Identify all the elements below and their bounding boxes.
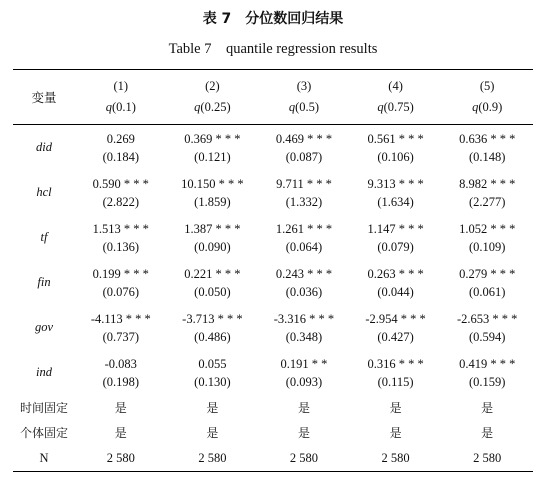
standard-error: (1.332) (285, 194, 323, 209)
table-cell (167, 215, 259, 260)
observations-row (13, 445, 533, 472)
fixed-effect-value: 是 (206, 426, 219, 440)
standard-error: (0.198) (102, 374, 140, 389)
table-cell (441, 215, 533, 260)
variable-label: fin (37, 275, 51, 289)
coefficient: 9.711 * * * (276, 176, 332, 191)
standard-error: (0.159) (468, 374, 506, 389)
coefficient: 0.369 * * * (184, 131, 241, 146)
standard-error: (0.106) (377, 149, 414, 164)
model-number: (3) (296, 79, 312, 93)
standard-error: (0.594) (468, 329, 506, 344)
table-cell (258, 260, 350, 305)
table-cell (258, 125, 350, 171)
standard-error: (0.061) (468, 284, 506, 299)
table-cell (441, 260, 533, 305)
standard-error: (0.044) (377, 284, 414, 299)
standard-error: (0.115) (377, 374, 414, 389)
model-number: (4) (388, 79, 403, 93)
table-cell (441, 305, 533, 350)
fixed-effect-row (13, 395, 533, 420)
standard-error: (0.064) (285, 239, 323, 254)
coefficient: 0.469 * * * (275, 131, 333, 146)
table-cell (441, 170, 533, 215)
coefficient: 0.316 * * * (367, 356, 424, 371)
standard-error: (0.184) (102, 149, 140, 164)
quantile-label: q(0.1) (105, 100, 136, 114)
table-cell (258, 350, 350, 395)
fixed-effect-label: 时间固定 (19, 401, 68, 415)
coefficient: 9.313 * * * (367, 176, 424, 191)
observations-value: 2 580 (473, 450, 502, 465)
observations-value: 2 580 (106, 450, 135, 465)
table-cell (258, 215, 350, 260)
coefficient: 0.221 * * * (184, 266, 241, 281)
fixed-effect-row (13, 420, 533, 445)
standard-error: (2.277) (468, 194, 506, 209)
coefficient: 0.590 * * * (92, 176, 149, 191)
fixed-effect-label: 个体固定 (19, 426, 68, 440)
table-cell (258, 305, 350, 350)
standard-error: (0.036) (285, 284, 323, 299)
table-title-en: Table 7 quantile regression results (168, 41, 378, 57)
fixed-effect-value: 是 (297, 426, 310, 440)
table-cell (75, 260, 167, 305)
fixed-effect-value: 是 (114, 401, 127, 415)
fixed-effect-value: 是 (389, 401, 402, 415)
standard-error: (0.121) (194, 149, 231, 164)
quantile-label: q(0.9) (472, 100, 503, 114)
table-cell (167, 305, 259, 350)
observations-value: 2 580 (289, 450, 319, 465)
header-row (13, 70, 533, 125)
table-cell (167, 125, 259, 171)
coefficient: -3.713 * * * (182, 311, 243, 326)
model-number: (5) (479, 79, 495, 93)
model-header (441, 70, 533, 125)
coefficient: 0.263 * * * (367, 266, 424, 281)
standard-error: (0.109) (468, 239, 506, 254)
fixed-effect-value: 是 (114, 426, 127, 440)
standard-error: (1.859) (194, 194, 231, 209)
model-header (75, 70, 167, 125)
standard-error: (0.050) (194, 284, 231, 299)
table-row (13, 125, 533, 171)
table-cell (167, 170, 259, 215)
standard-error: (0.148) (468, 149, 506, 164)
table-cell (441, 125, 533, 171)
coefficient: 1.052 * * * (459, 221, 516, 236)
model-number: (2) (205, 79, 220, 93)
table-cell (350, 215, 442, 260)
table-cell (258, 170, 350, 215)
fixed-effect-value: 是 (481, 401, 494, 415)
standard-error: (0.090) (194, 239, 231, 254)
table-row (13, 305, 533, 350)
table-cell (167, 350, 259, 395)
coefficient: 8.982 * * * (459, 176, 516, 191)
coefficient: 0.561 * * * (367, 131, 424, 146)
table-cell (75, 125, 167, 171)
observations-value: 2 580 (198, 450, 227, 465)
variable-label: gov (34, 320, 54, 334)
standard-error: (2.822) (102, 194, 140, 209)
coefficient: 0.199 * * * (92, 266, 149, 281)
variable-header: 变量 (13, 70, 75, 125)
coefficient: 0.636 * * * (459, 131, 516, 146)
table-row (13, 350, 533, 395)
table-cell (350, 350, 442, 395)
fixed-effect-value: 是 (389, 426, 402, 440)
observations-value: 2 580 (381, 450, 410, 465)
coefficient: 0.279 * * * (459, 266, 516, 281)
table-row (13, 170, 533, 215)
quantile-label: q(0.75) (377, 100, 414, 114)
standard-error: (0.737) (102, 329, 140, 344)
variable-label: hcl (36, 185, 52, 199)
variable-label: ind (36, 365, 52, 379)
coefficient: -2.954 * * * (365, 311, 426, 326)
coefficient: -3.316 * * * (273, 311, 335, 326)
table-row (13, 215, 533, 260)
coefficient: -0.083 (104, 356, 137, 371)
regression-table (13, 69, 533, 472)
coefficient: 1.261 * * * (275, 221, 333, 236)
fixed-effect-value: 是 (481, 426, 494, 440)
quantile-label: q(0.5) (288, 100, 320, 114)
table-row (13, 260, 533, 305)
model-header (258, 70, 350, 125)
table-cell (75, 215, 167, 260)
standard-error: (0.486) (194, 329, 231, 344)
variable-label: tf (40, 230, 48, 244)
fixed-effect-value: 是 (297, 401, 310, 415)
table-cell (167, 260, 259, 305)
standard-error: (0.427) (377, 329, 414, 344)
table-cell (350, 260, 442, 305)
coefficient: 1.147 * * * (367, 221, 424, 236)
standard-error: (0.076) (102, 284, 140, 299)
standard-error: (0.093) (285, 374, 323, 389)
observations-label: N (39, 450, 49, 465)
variable-label: did (36, 140, 52, 154)
model-header (167, 70, 259, 125)
coefficient: 1.387 * * * (184, 221, 241, 236)
model-header (350, 70, 442, 125)
coefficient: 0.269 (106, 131, 135, 146)
standard-error: (1.634) (377, 194, 414, 209)
coefficient: 0.191 * * (280, 356, 328, 371)
table-cell (75, 170, 167, 215)
coefficient: 0.055 (198, 356, 227, 371)
coefficient: 0.243 * * * (275, 266, 333, 281)
coefficient: 0.419 * * * (459, 356, 516, 371)
model-number: (1) (113, 79, 129, 93)
quantile-label: q(0.25) (194, 100, 231, 114)
table-cell (441, 350, 533, 395)
standard-error: (0.136) (102, 239, 140, 254)
table-cell (350, 125, 442, 171)
table-cell (350, 305, 442, 350)
coefficient: 1.513 * * * (92, 221, 149, 236)
table-cell (75, 350, 167, 395)
standard-error: (0.130) (194, 374, 231, 389)
fixed-effect-value: 是 (206, 401, 219, 415)
coefficient: 10.150 * * * (181, 176, 244, 191)
table-title-cn: 表 7 分位数回归结果 (202, 11, 344, 27)
standard-error: (0.079) (377, 239, 414, 254)
standard-error: (0.348) (285, 329, 323, 344)
coefficient: -2.653 * * * (456, 311, 518, 326)
standard-error: (0.087) (285, 149, 323, 164)
coefficient: -4.113 * * * (90, 311, 151, 326)
table-cell (350, 170, 442, 215)
table-cell (75, 305, 167, 350)
